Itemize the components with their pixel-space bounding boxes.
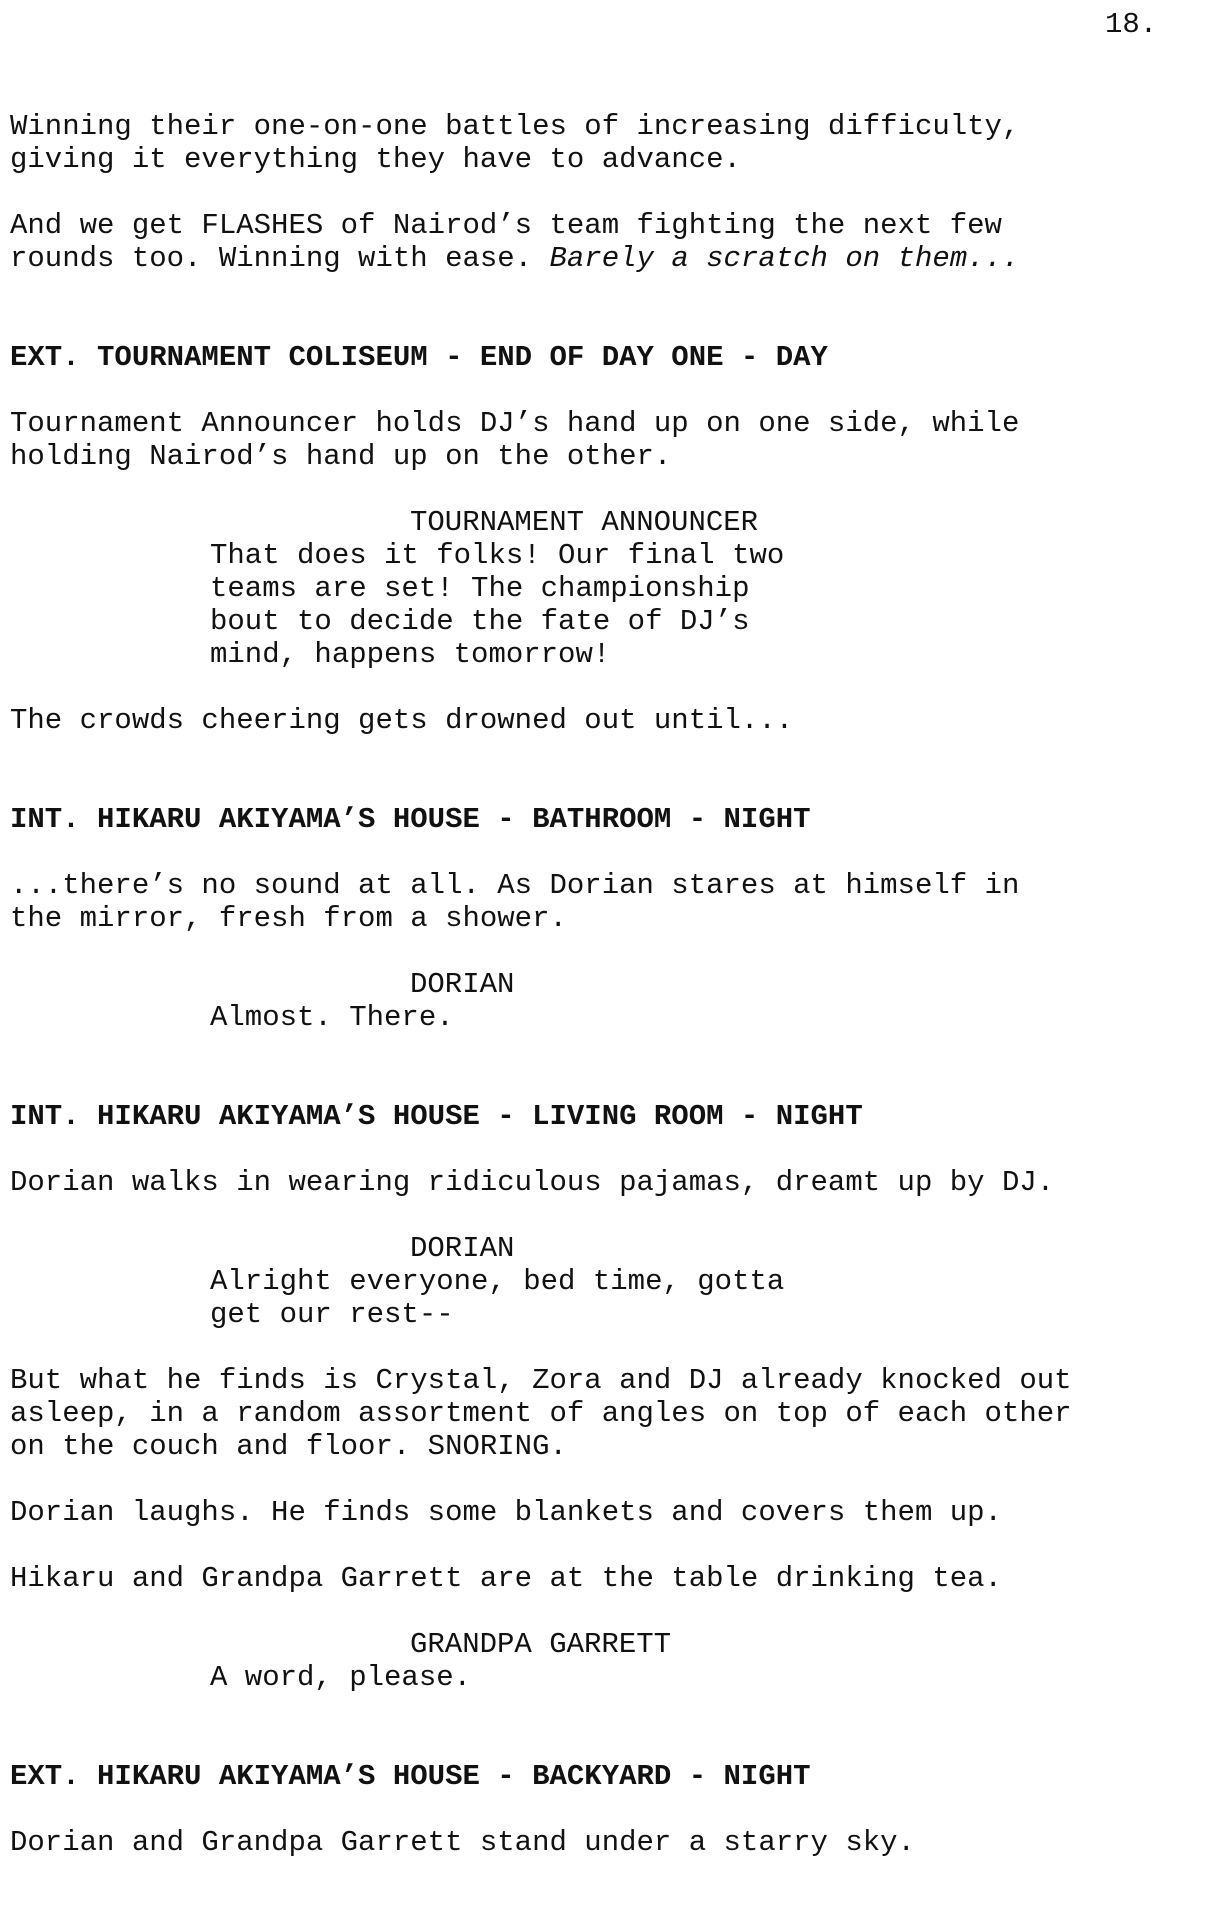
action-line: And we get FLASHES of Nairod’s team fighting the next few (10, 209, 1002, 242)
dialogue-line: A word, please. (210, 1661, 472, 1694)
action-line: But what he finds is Crystal, Zora and DJ already knocked out (10, 1364, 1072, 1397)
action-line: ...there’s no sound at all. As Dorian stares at himself in (10, 869, 1020, 902)
scene-heading: EXT. HIKARU AKIYAMA’S HOUSE - BACKYARD - NIGHT (10, 1760, 811, 1793)
action-line: the mirror, fresh from a shower. (10, 902, 567, 935)
dialogue-line: Alright everyone, bed time, gotta (210, 1265, 785, 1298)
character-name: GRANDPA GARRETT (410, 1628, 672, 1661)
action-line: Tournament Announcer holds DJ’s hand up on one side, while (10, 407, 1020, 440)
action-line: Dorian and Grandpa Garrett stand under a starry sky. (10, 1826, 915, 1859)
action-line: Winning their one-on-one battles of increasing difficulty, (10, 110, 1020, 143)
action-italic-text: Barely a scratch on them... (549, 242, 1020, 275)
scene-heading: EXT. TOURNAMENT COLISEUM - END OF DAY ONE - DAY (10, 341, 828, 374)
action-line: Dorian walks in wearing ridiculous pajamas, dreamt up by DJ. (10, 1166, 1055, 1199)
character-name: DORIAN (410, 1232, 515, 1265)
action-line: on the couch and floor. SNORING. (10, 1430, 567, 1463)
action-line: Dorian laughs. He finds some blankets and covers them up. (10, 1496, 1002, 1529)
dialogue-line: get our rest-- (210, 1298, 454, 1331)
action-line: Hikaru and Grandpa Garrett are at the table drinking tea. (10, 1562, 1002, 1595)
action-line: holding Nairod’s hand up on the other. (10, 440, 672, 473)
action-text: rounds too. Winning with ease. (10, 242, 550, 275)
action-line: asleep, in a random assortment of angles on top of each other (10, 1397, 1072, 1430)
action-line (10, 242, 1019, 275)
dialogue-line: That does it folks! Our final two (210, 539, 785, 572)
dialogue-line: teams are set! The championship (210, 572, 750, 605)
page-number: 18. (1105, 8, 1158, 41)
character-name: DORIAN (410, 968, 515, 1001)
action-line: The crowds cheering gets drowned out until... (10, 704, 794, 737)
character-name: TOURNAMENT ANNOUNCER (410, 506, 759, 539)
dialogue-line: bout to decide the fate of DJ’s (210, 605, 750, 638)
scene-heading: INT. HIKARU AKIYAMA’S HOUSE - LIVING ROOM - NIGHT (10, 1100, 863, 1133)
scene-heading: INT. HIKARU AKIYAMA’S HOUSE - BATHROOM - NIGHT (10, 803, 811, 836)
dialogue-line: Almost. There. (210, 1001, 454, 1034)
dialogue-line: mind, happens tomorrow! (210, 638, 611, 671)
action-line: giving it everything they have to advance. (10, 143, 741, 176)
